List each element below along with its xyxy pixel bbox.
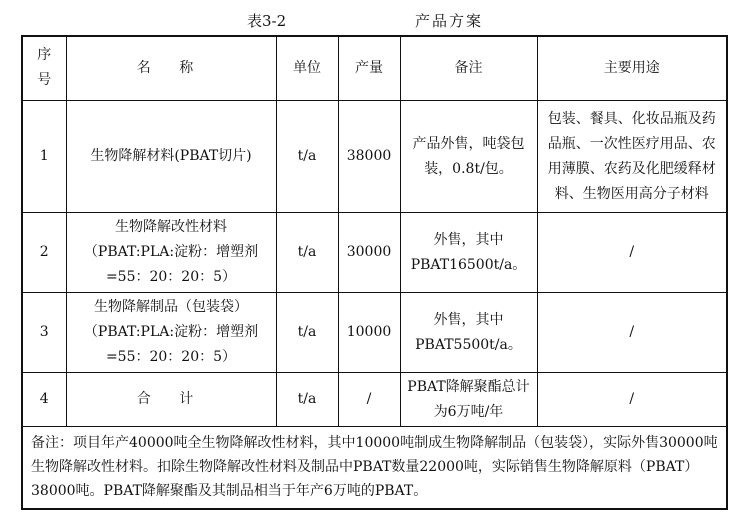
product-plan-table — [21, 35, 728, 510]
row-output: / — [338, 373, 400, 427]
row-usage: / — [537, 293, 727, 373]
row-name: 生物降解材料(PBAT切片) — [66, 100, 276, 212]
row-seq: 3 — [22, 293, 66, 373]
table-row-total — [22, 373, 727, 427]
table-note: 备注：项目年产40000吨全生物降解改性材料，其中10000吨制成生物降解制品（包装袋），实际外售30000吨生物降解改性材料。扣除生物降解改性材料及制品中PBAT数量22000吨，实际销售生物降解原料（PBAT）38000吨。PBAT降解聚酯及其制品相当于年产6万吨的PBAT。 — [22, 426, 727, 509]
header-unit: 单位 — [276, 36, 338, 100]
table-title: 产品方案 — [415, 12, 484, 30]
row-remark: 产品外售，吨袋包 装，0.8t/包。 — [400, 100, 537, 212]
row-usage: / — [537, 213, 727, 293]
row-seq: 4 — [22, 373, 66, 427]
table-row — [22, 213, 727, 293]
row-remark: 外售，其中 PBAT16500t/a。 — [400, 213, 537, 293]
header-usage: 主要用途 — [537, 36, 727, 100]
row-usage: 包装、餐具、化妆品瓶及药 品瓶、一次性医疗用品、农 用薄膜、农药及化肥缓释材 料、生物医用高分子材料 — [537, 100, 727, 212]
header-seq: 序 号 — [22, 36, 66, 100]
row-unit: t/a — [276, 293, 338, 373]
row-unit: t/a — [276, 100, 338, 212]
row-remark: 外售，其中 PBAT5500t/a。 — [400, 293, 537, 373]
row-output: 38000 — [338, 100, 400, 212]
row-output: 30000 — [338, 213, 400, 293]
header-name: 名 称 — [66, 36, 276, 100]
row-seq: 1 — [22, 100, 66, 212]
row-name: 合 计 — [66, 373, 276, 427]
header-remark: 备注 — [400, 36, 537, 100]
row-remark: PBAT降解聚酯总计 为6万吨/年 — [400, 373, 537, 427]
row-output: 10000 — [338, 293, 400, 373]
header-row — [22, 36, 727, 100]
table-caption — [0, 8, 752, 32]
table-number: 表3-2 — [247, 12, 287, 30]
note-row — [22, 426, 727, 509]
table-row — [22, 100, 727, 212]
row-name: 生物降解改性材料 （PBAT:PLA:淀粉：增塑剂 =55：20：20：5） — [66, 213, 276, 293]
row-name: 生物降解制品（包装袋） （PBAT:PLA:淀粉：增塑剂 =55：20：20：5） — [66, 293, 276, 373]
row-seq: 2 — [22, 213, 66, 293]
table-row — [22, 293, 727, 373]
row-usage: / — [537, 373, 727, 427]
header-output: 产量 — [338, 36, 400, 100]
row-unit: t/a — [276, 213, 338, 293]
row-unit: t/a — [276, 373, 338, 427]
